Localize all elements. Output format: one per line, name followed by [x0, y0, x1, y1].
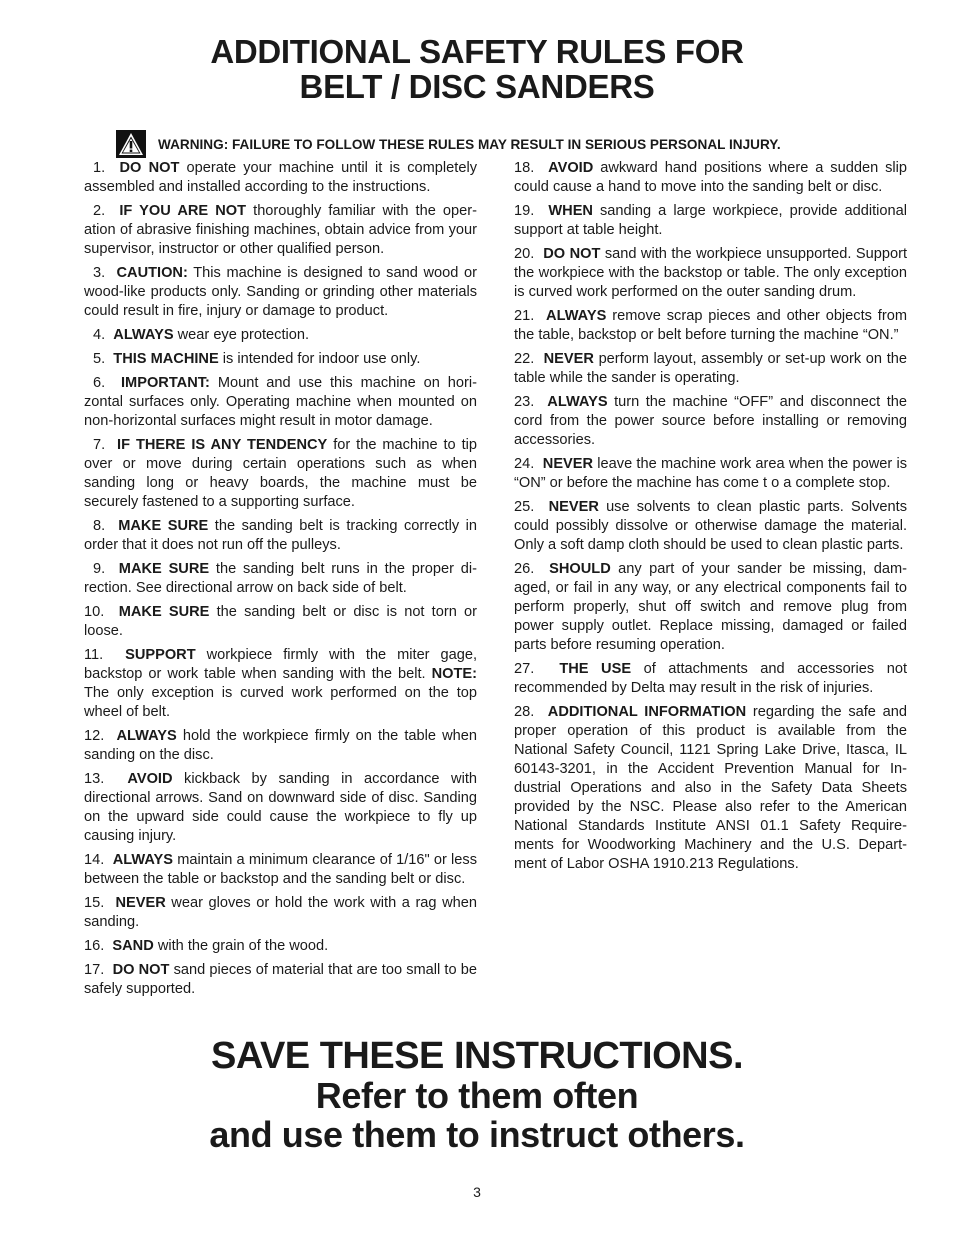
rule-text: Mount and use this machine on hori-zontal surfaces only. Operating machine when mounted on non-horizontal surfaces might result in motor damage.: [84, 375, 478, 429]
rule-keyword: NEVER: [115, 895, 166, 911]
rule-text: the sanding belt is tracking correctly in order that it does not run off the pulleys.: [84, 518, 477, 553]
rule-keyword: DO NOT: [112, 962, 170, 978]
rule-number: 2.: [93, 203, 106, 219]
rule-item: [514, 393, 907, 450]
rule-item: [84, 560, 477, 598]
rule-number: 4.: [93, 327, 106, 343]
rule-item: [84, 374, 477, 431]
rule-item: [84, 727, 477, 765]
rule-keyword: THIS MACHINE: [113, 351, 219, 367]
rule-text: regarding the safe and proper operation of this product is available from the National Safety Council, 1121 Spring Lake Drive, Itasca, IL 60143-3201, in the Accident Prevention Manual for In-dustrial Operations and also in the Safety Data Sheets provided by the NSC. Please also refer to the American National Standards Institute ANSI 01.1 Safety Require-ments for Woodworking Machinery and the U.S. Depart-ment of Labor OSHA 1910.213 Regulations.: [514, 704, 907, 872]
rule-keyword: IF YOU ARE NOT: [119, 203, 247, 219]
warning-triangle-icon: [116, 130, 146, 158]
rule-item: [84, 350, 477, 369]
rule-item: [514, 703, 907, 874]
rule-keyword: NEVER: [543, 351, 594, 367]
rule-text: is intended for indoor use only.: [218, 351, 421, 367]
rule-keyword: MAKE SURE: [118, 604, 210, 620]
rule-keyword: ALWAYS: [113, 327, 174, 343]
rule-keyword: DO NOT: [119, 160, 180, 176]
rule-text: workpiece firmly with the miter gage, backstop or work table when sanding with the belt.: [84, 647, 477, 682]
rule-number: 10.: [84, 604, 105, 620]
rule-keyword: WHEN: [548, 203, 593, 219]
page-number: 3: [473, 1184, 481, 1200]
rule-number: 1.: [93, 160, 106, 176]
rule-item: [514, 245, 907, 302]
rule-item: [84, 851, 477, 889]
rule-note-text: The only exception is curved work performed on the top wheel of belt.: [84, 685, 477, 720]
rule-text: with the grain of the wood.: [153, 938, 329, 954]
rule-item: [84, 603, 477, 641]
rule-item: [84, 894, 477, 932]
rule-number: 25.: [514, 499, 535, 515]
rule-keyword: NEVER: [548, 499, 599, 515]
rules-column-right: [514, 159, 907, 879]
rule-text: wear eye protection.: [173, 327, 310, 343]
rule-number: 12.: [84, 728, 105, 744]
rule-keyword: IMPORTANT:: [121, 375, 210, 391]
save-instructions-line-3: and use them to instruct others.: [209, 1114, 745, 1155]
rule-number: 7.: [93, 437, 106, 453]
rule-item: [84, 770, 477, 846]
rule-item: [514, 660, 907, 698]
rule-text: turn the machine “OFF” and disconnect the cord from the power source before installing or removing accessories.: [514, 394, 907, 448]
rule-text: sand pieces of material that are too small to be safely supported.: [84, 962, 477, 997]
rule-number: 19.: [514, 203, 535, 219]
rule-number: 11.: [84, 647, 104, 663]
rule-item: [84, 961, 477, 999]
rule-keyword: AVOID: [548, 160, 594, 176]
save-instructions: [0, 1036, 954, 1154]
rule-number: 27.: [514, 661, 535, 677]
rule-note-label: NOTE:: [431, 666, 477, 682]
rule-item: [514, 560, 907, 655]
rule-text: wear gloves or hold the work with a rag when sanding.: [84, 895, 477, 930]
rule-text: any part of your sander be missing, dam-aged, or fail in any way, or any electrical components fail to perform properly, shut off switch and remove plug from power supply outlet. Replace missing, damaged or failed parts before resuming operation.: [514, 561, 907, 653]
rule-text: the sanding belt runs in the proper di-rection. See directional arrow on back side of belt.: [84, 561, 477, 596]
rule-text: maintain a minimum clearance of 1/16" or less between the table or backstop and the sanding belt or disc.: [84, 852, 478, 887]
rule-number: 5.: [93, 351, 106, 367]
rule-number: 6.: [93, 375, 106, 391]
rule-number: 28.: [514, 704, 535, 720]
rule-item: [514, 350, 907, 388]
warning-banner: [116, 130, 876, 158]
rule-number: 16.: [84, 938, 105, 954]
rule-keyword: AVOID: [127, 771, 173, 787]
rule-text: the sanding belt or disc is not torn or loose.: [84, 604, 478, 639]
rule-keyword: SUPPORT: [125, 647, 196, 663]
rule-number: 24.: [514, 456, 535, 472]
page-title-line-2: BELT / DISC SANDERS: [299, 68, 655, 105]
rule-item: [514, 455, 907, 493]
rule-keyword: THE USE: [559, 661, 632, 677]
rule-number: 17.: [84, 962, 105, 978]
rule-item: [84, 264, 477, 321]
rule-text: remove scrap pieces and other objects from the table, backstop or belt before turning the machine “ON.”: [514, 308, 907, 343]
rule-number: 8.: [93, 518, 106, 534]
rule-number: 20.: [514, 246, 535, 262]
save-instructions-line-1: SAVE THESE INSTRUCTIONS.: [210, 1035, 744, 1077]
rule-item: [514, 307, 907, 345]
rule-number: 18.: [514, 160, 535, 176]
rule-number: 23.: [514, 394, 535, 410]
rule-text: sanding a large workpiece, provide additional support at table height.: [514, 203, 907, 238]
rule-keyword: SAND: [112, 938, 154, 954]
rule-keyword: NEVER: [542, 456, 594, 472]
rule-keyword: ALWAYS: [547, 394, 608, 410]
rule-item: [514, 202, 907, 240]
rule-number: 14.: [84, 852, 105, 868]
rule-keyword: DO NOT: [543, 246, 601, 262]
rule-item: [84, 646, 477, 722]
rule-number: 9.: [93, 561, 106, 577]
rule-keyword: ADDITIONAL INFORMATION: [547, 704, 747, 720]
rule-item: [84, 326, 477, 345]
page-title-line-1: ADDITIONAL SAFETY RULES FOR: [210, 33, 744, 70]
rule-keyword: MAKE SURE: [118, 561, 210, 577]
warning-text: WARNING: FAILURE TO FOLLOW THESE RULES MAY RESULT IN SERIOUS PERSONAL INJURY.: [158, 136, 781, 152]
rule-number: 13.: [84, 771, 105, 787]
rule-item: [514, 498, 907, 555]
rule-keyword: SHOULD: [549, 561, 611, 577]
rule-text: sand with the workpiece unsupported. Support the workpiece with the backstop or table. The only exception is curved work performed on the outer sanding drum.: [514, 246, 907, 300]
rules-column-left: [84, 159, 477, 1004]
rule-item: [84, 159, 477, 197]
rule-item: [84, 202, 477, 259]
rule-number: 26.: [514, 561, 535, 577]
rule-keyword: MAKE SURE: [118, 518, 209, 534]
rule-text: thoroughly familiar with the oper-ation of abrasive finishing machines, obtain advice from your supervisor, instructor or other qualified person.: [84, 203, 477, 257]
rule-keyword: IF THERE IS ANY TENDENCY: [117, 437, 328, 453]
rule-item: [84, 436, 477, 512]
rule-number: 22.: [514, 351, 535, 367]
page-title: [0, 34, 954, 104]
rule-text: kickback by sanding in accordance with directional arrows. Sand on downward side of disc. Sanding on the upward side could cause the workpiece to fly up causing injury.: [84, 771, 477, 844]
rule-text: awkward hand positions where a sudden slip could cause a hand to move into the sanding belt or disc.: [514, 160, 908, 195]
rule-text: operate your machine until it is completely assembled and installed according to the instructions.: [84, 160, 477, 195]
rule-item: [84, 517, 477, 555]
rule-item: [84, 937, 477, 956]
rule-text: use solvents to clean plastic parts. Solvents could possibly dissolve or otherwise damage the material. Only a soft damp cloth should be used to clean plastic parts.: [514, 499, 907, 553]
rule-number: 3.: [93, 265, 106, 281]
rule-text: for the machine to tip over or move during certain operations such as when sanding long or heavy boards, the machine must be securely fastened to a supporting surface.: [84, 437, 478, 510]
rule-number: 15.: [84, 895, 105, 911]
rule-text: perform layout, assembly or set-up work on the table while the sander is operating.: [514, 351, 907, 386]
rule-text: of attachments and accessories not recommended by Delta may result in the risk of injuries.: [514, 661, 908, 696]
rule-keyword: ALWAYS: [546, 308, 607, 324]
rule-keyword: CAUTION:: [116, 265, 188, 281]
save-instructions-line-2: Refer to them often: [315, 1075, 639, 1116]
rule-keyword: ALWAYS: [116, 728, 177, 744]
rule-item: [514, 159, 907, 197]
rule-keyword: ALWAYS: [112, 852, 173, 868]
rule-text: hold the workpiece firmly on the table when sanding on the disc.: [84, 728, 477, 763]
rule-text: leave the machine work area when the power is “ON” or before the machine has come t o a complete stop.: [514, 456, 908, 491]
rule-number: 21.: [514, 308, 535, 324]
rule-text: This machine is designed to sand wood or wood-like products only. Sanding or grinding other materials could result in fire, injury or damage to product.: [84, 265, 477, 319]
